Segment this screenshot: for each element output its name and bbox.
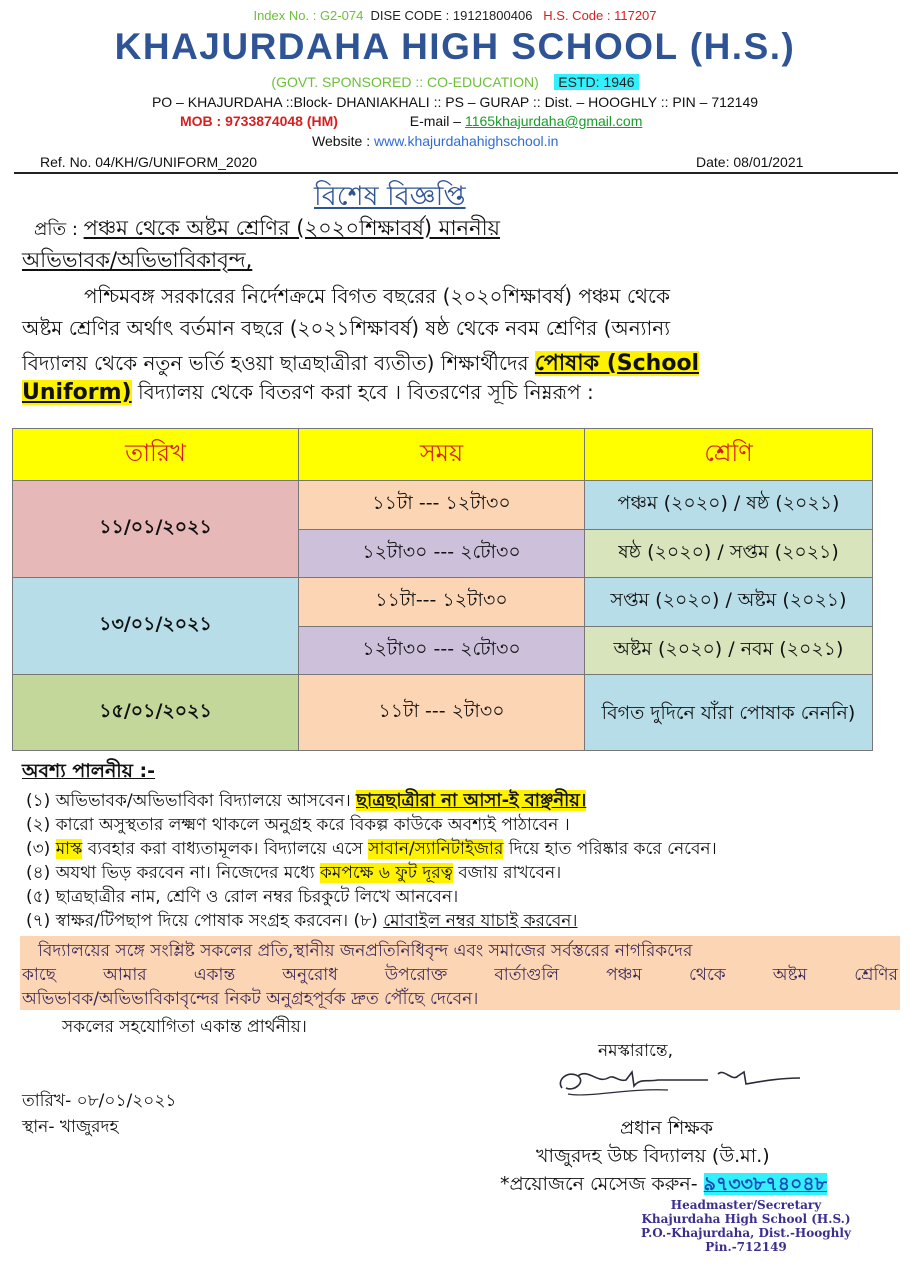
headmaster-title: প্রধান শিক্ষক (620, 1117, 714, 1139)
sponsor-line (0, 74, 910, 90)
body-line-4-text: বিদ্যালয় থেকে বিতরণ করা হবে । বিতরণের সূচি নিম্নরূপ : (137, 380, 594, 404)
header-codes (0, 8, 910, 23)
estd-badge: ESTD: 1946 (554, 74, 638, 90)
sponsorship: (GOVT. SPONSORED :: CO-EDUCATION) (271, 74, 539, 90)
hs-code: H.S. Code : 117207 (543, 8, 657, 23)
body-line-4 (22, 378, 594, 411)
rule-3-sanitizer-highlight: সাবান/স্যানিটাইজার (368, 839, 504, 859)
cooperation-line: সকলের সহযোগিতা একান্ত প্রার্থনীয়। (62, 1017, 307, 1037)
notice-date: Date: 08/01/2021 (696, 154, 804, 170)
email-label: E-mail – (409, 113, 462, 129)
email-link[interactable]: 1165khajurdaha@gmail.com (464, 113, 643, 129)
appeal-line-2: কাছে আমার একান্ত অনুরোধ উপরোক্ত বার্তাগুলি পঞ্চম থেকে অষ্টম শ্রেণির (22, 965, 898, 985)
rule-3-number: (৩) (26, 839, 51, 859)
rule-1-text: (১) অভিভাবক/অভিভাবিকা বিদ্যালয়ে আসবেন। (26, 791, 351, 811)
website-label: Website : (312, 133, 371, 149)
time-cell: ১১টা --- ২টা৩০ (299, 675, 585, 751)
stamp-line: Headmaster/Secretary (670, 1198, 822, 1212)
time-cell: ১২টা৩০ --- ২টো৩০ (299, 626, 585, 674)
header-time: সময় (299, 429, 585, 481)
time-cell: ১২টা৩০ --- ২টো৩০ (299, 529, 585, 577)
greeting: নমস্কারান্তে, (598, 1041, 673, 1061)
rule-3-end: দিয়ে হাত পরিষ্কার করে নেবেন। (508, 839, 717, 859)
class-cell: সপ্তম (২০২০) / অষ্টম (২০২১) (585, 578, 873, 626)
table-header-row (13, 429, 873, 481)
class-cell: অষ্টম (২০২০) / নবম (২০২১) (585, 626, 873, 674)
body-line-3-text: বিদ্যালয় থেকে নতুন ভর্তি হওয়া ছাত্রছাত্রীরা ব্যতীত) শিক্ষার্থীদের (22, 351, 529, 375)
index-no: Index No. : G2-074 (253, 8, 364, 23)
rule-8-text: মোবাইল নম্বর যাচাই করবেন। (383, 911, 578, 931)
uniform-highlight-1: পোষাক (School (534, 351, 700, 376)
headmaster-signature (548, 1058, 808, 1106)
stamp-line: Pin.-712149 (705, 1240, 787, 1254)
rule-3-text: ব্যবহার করা বাধ্যতামূলক। বিদ্যালয়ে এসে (87, 839, 363, 859)
reference-number: Ref. No. 04/KH/G/UNIFORM_2020 (40, 154, 258, 170)
table-row (13, 481, 873, 529)
table-row (13, 578, 873, 626)
table-row (13, 675, 873, 751)
website-link[interactable]: www.khajurdahahighschool.in (374, 133, 559, 149)
place: স্থান- খাজুরদহ (22, 1117, 119, 1137)
place-date: তারিখ- ০৮/০১/২০২১ (22, 1091, 177, 1111)
dise-code: DISE CODE : 19121800406 (370, 8, 533, 23)
address: PO – KHAJURDAHA ::Block- DHANIAKHALI :: PS – GURAP :: Dist. – HOOGHLY :: PIN – 712149 (151, 94, 759, 110)
appeal-line-3: অভিভাবক/অভিভাবিকাবৃন্দের নিকট অনুগ্রহপূর্বক দ্রুত পৌঁছে দেবেন। (22, 989, 479, 1009)
header-divider (14, 172, 898, 174)
mobile: MOB : 9733874048 (HM) (180, 113, 338, 129)
rule-1-highlight: ছাত্রছাত্রীরা না আসা-ই বাঞ্ছনীয়। (356, 790, 587, 811)
class-cell: ষষ্ঠ (২০২০) / সপ্তম (২০২১) (585, 529, 873, 577)
rule-7 (26, 908, 578, 936)
date-cell: ১১/০১/২০২১ (13, 481, 299, 578)
rules-title: অবশ্য পালনীয় :- (22, 760, 156, 782)
rule-3-mask-highlight: মাস্ক (55, 839, 83, 859)
body-line-2: অষ্টম শ্রেণির অর্থাৎ বর্তমান বছরে (২০২১শিক্ষাবর্ষ) ষষ্ঠ থেকে নবম শ্রেণির (অন্যান্য (22, 316, 670, 340)
notice-title: বিশেষ বিজ্ঞপ্তি (314, 181, 466, 212)
appeal-line-1: বিদ্যালয়ের সঙ্গে সংশ্লিষ্ট সকলের প্রতি,স্থানীয় জনপ্রতিনিধিবৃন্দ এবং সমাজের সর্বস্তরের নাগরিকদের (38, 941, 693, 961)
rule-4-text: (৪) অযথা ভিড় করবেন না। নিজেদের মধ্যে (26, 863, 315, 883)
addressee-prefix: প্রতি (34, 219, 67, 240)
addressee-line-2: অভিভাবক/অভিভাবিকাবৃন্দ, (22, 248, 253, 272)
body-line-1: পশ্চিমবঙ্গ সরকারের নির্দেশক্রমে বিগত বছরের (২০২০শিক্ষাবর্ষ) পঞ্চম থেকে (84, 284, 670, 308)
headmaster-school: খাজুরদহ উচ্চ বিদ্যালয় (উ.মা.) (536, 1145, 770, 1167)
official-stamp (604, 1198, 888, 1254)
website-line (312, 133, 558, 149)
rule-5: (৫) ছাত্রছাত্রীর নাম, শ্রেণি ও রোল নম্বর চিরকুটে লিখে আনবেন। (26, 887, 459, 907)
header-class: শ্রেণি (585, 429, 873, 481)
class-cell: পঞ্চম (২০২০) / ষষ্ঠ (২০২১) (585, 481, 873, 529)
uniform-highlight-2: Uniform) (22, 380, 132, 405)
date-cell: ১৩/০১/২০২১ (13, 578, 299, 675)
message-label: *প্রয়োজনে মেসেজ করুন- (500, 1173, 698, 1195)
stamp-line: Khajurdaha High School (H.S.) (641, 1212, 851, 1226)
rule-7-text: (৭) স্বাক্ষর/টিপছাপ দিয়ে পোষাক সংগ্রহ করবেন। (৮) (26, 911, 378, 931)
distribution-schedule-table (12, 428, 873, 751)
addressee-text-1: পঞ্চম থেকে অষ্টম শ্রেণির (২০২০শিক্ষাবর্ষ) মাননীয় (83, 216, 500, 240)
time-cell: ১১টা --- ১২টা৩০ (299, 481, 585, 529)
rule-2: (২) কারো অসুস্থতার লক্ষ্মণ থাকলে অনুগ্রহ করে বিকল্প কাউকে অবশ্যই পাঠাবেন । (26, 815, 570, 835)
stamp-line: P.O.-Khajurdaha, Dist.-Hooghly (641, 1226, 851, 1240)
time-cell: ১১টা--- ১২টা৩০ (299, 578, 585, 626)
addressee-line-1: প্রতি : পঞ্চম থেকে অষ্টম শ্রেণির (২০২০শিক্ষাবর্ষ) মাননীয় (34, 216, 500, 240)
rule-4-distance-highlight: কমপক্ষে ৬ ফুট দূরত্ব (319, 863, 453, 883)
header-date: তারিখ (13, 429, 299, 481)
contact-line (180, 113, 642, 129)
message-number[interactable]: ৯৭৩৩৮৭৪০৪৮ (703, 1173, 828, 1195)
class-cell: বিগত দুদিনে যাঁরা পোষাক নেননি) (585, 675, 873, 751)
school-name: KHAJURDAHA HIGH SCHOOL (H.S.) (114, 26, 796, 67)
rule-4-end: বজায় রাখবেন। (458, 863, 562, 883)
date-cell: ১৫/০১/২০২১ (13, 675, 299, 751)
